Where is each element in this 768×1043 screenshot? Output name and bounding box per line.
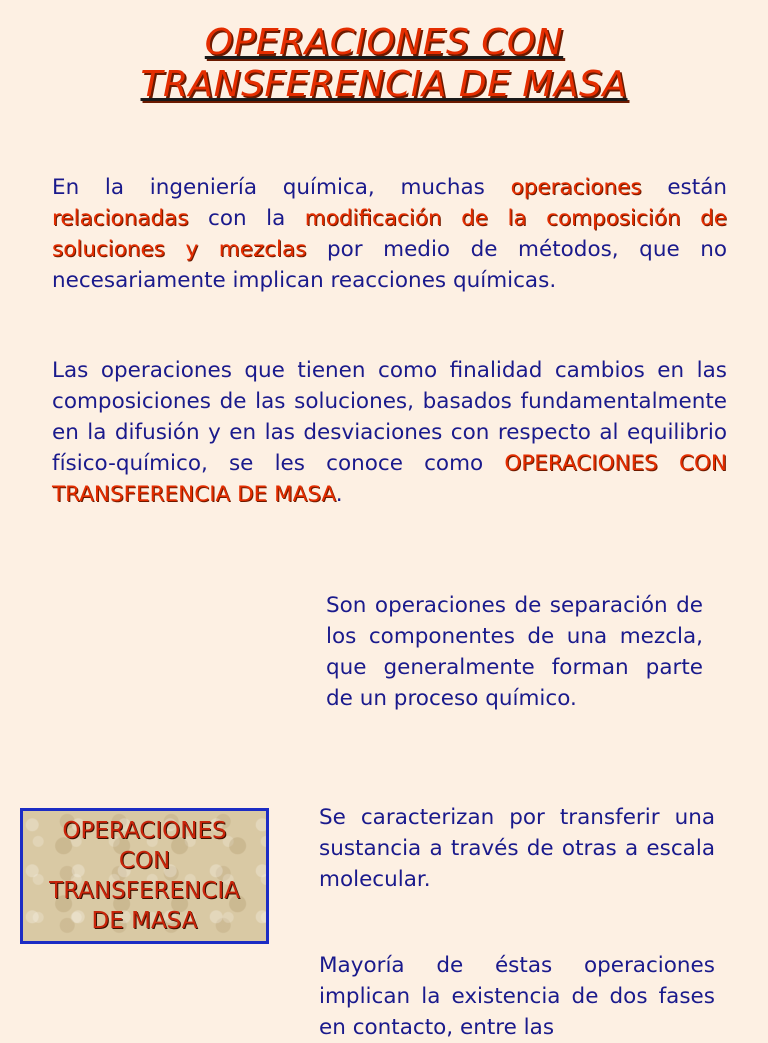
box-line-4: DE MASA — [91, 908, 198, 934]
phases-paragraph: Mayoría de éstas operaciones implican la existencia de dos fases en contacto, entre las — [319, 953, 715, 1040]
intro-paragraph — [52, 172, 727, 296]
highlight-modificacion: modificación de la composición de soluciones y mezclas — [52, 206, 727, 262]
title-line-2: TRANSFERENCIA DE MASA — [140, 64, 628, 105]
box-line-1: OPERACIONES — [62, 818, 227, 844]
intro-text-2: están — [641, 175, 727, 200]
slide-title — [0, 22, 768, 106]
characterization-paragraph: Se caracterizan por transferir una sustancia a través de otras a escala molecular. — [319, 805, 715, 892]
intro-text-4: por medio de métodos, que no necesariamente implican reacciones químicas. — [52, 237, 728, 293]
definition-paragraph — [52, 355, 727, 510]
definition-text-1: Las operaciones que tienen como finalidad cambios en las composiciones de las soluciones, basados fundamentalmente en la difusión y en las desviaciones con respecto al equilibrio físico-químico, se les conoce como — [52, 358, 727, 476]
highlight-operaciones-transferencia: OPERACIONES CON TRANSFERENCIA DE MASA — [52, 451, 727, 507]
highlight-operaciones: operaciones — [510, 175, 642, 200]
intro-text-1: En la ingeniería química, muchas — [52, 175, 511, 200]
operaciones-box — [20, 808, 269, 944]
definition-text-2: . — [335, 482, 343, 507]
separation-paragraph: Son operaciones de separación de los componentes de una mezcla, que generalmente forman parte de un proceso químico. — [326, 593, 703, 711]
highlight-relacionadas: relacionadas — [52, 206, 189, 231]
box-line-2: CON — [118, 848, 171, 874]
title-line-1: OPERACIONES CON — [204, 22, 564, 63]
intro-text-3: con la — [188, 206, 305, 231]
box-line-3: TRANSFERENCIA — [49, 878, 240, 904]
